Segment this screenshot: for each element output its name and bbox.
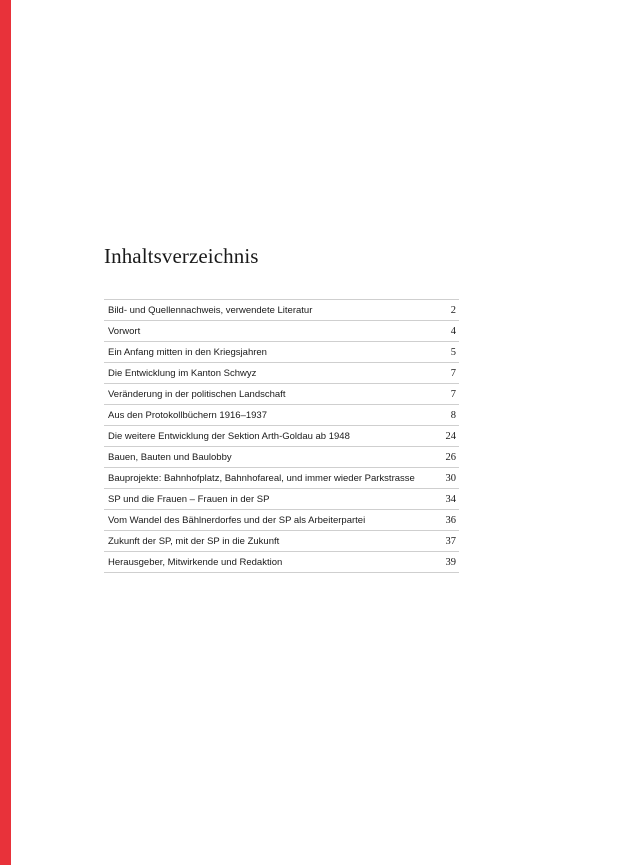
toc-entry-page: 2 [450, 304, 456, 316]
toc-entry [104, 300, 459, 321]
toc-entry [104, 510, 459, 531]
toc-entry-page: 24 [445, 430, 456, 442]
page-title: Inhaltsverzeichnis [104, 244, 259, 268]
toc-entry-title: Vom Wandel des Bählnerdorfes und der SP als Arbeiterpartei [108, 514, 366, 526]
toc-list [104, 299, 459, 573]
toc-entry-page: 30 [445, 472, 456, 484]
toc-entry-page: 8 [450, 409, 456, 421]
toc-entry-page: 26 [445, 451, 456, 463]
toc-entry [104, 447, 459, 468]
toc-entry-title: SP und die Frauen – Frauen in der SP [108, 493, 270, 505]
toc-entry [104, 531, 459, 552]
toc-entry-title: Die Entwicklung im Kanton Schwyz [108, 367, 257, 379]
accent-bar [0, 0, 11, 865]
toc-entry-page: 37 [445, 535, 456, 547]
toc-entry-page: 4 [450, 325, 456, 337]
toc-entry-title: Bild- und Quellennachweis, verwendete Literatur [108, 304, 313, 316]
toc-entry [104, 489, 459, 510]
toc-entry-title: Die weitere Entwicklung der Sektion Arth-Goldau ab 1948 [108, 430, 350, 442]
toc-entry-title: Bauprojekte: Bahnhofplatz, Bahnhofareal, und immer wieder Parkstrasse [108, 472, 415, 484]
toc-entry-title: Herausgeber, Mitwirkende und Redaktion [108, 556, 283, 568]
toc-entry [104, 468, 459, 489]
toc-entry-page: 7 [450, 367, 456, 379]
toc-entry-title: Aus den Protokollbüchern 1916–1937 [108, 409, 267, 421]
toc-entry [104, 552, 459, 573]
toc-entry [104, 363, 459, 384]
toc-entry [104, 405, 459, 426]
toc-entry [104, 384, 459, 405]
toc-entry-title: Vorwort [108, 325, 141, 337]
toc-entry [104, 321, 459, 342]
toc-entry-title: Zukunft der SP, mit der SP in die Zukunft [108, 535, 280, 547]
toc-entry-title: Bauen, Bauten und Baulobby [108, 451, 232, 463]
toc-entry [104, 342, 459, 363]
toc-entry-page: 36 [445, 514, 456, 526]
toc-entry-title: Veränderung in der politischen Landschaft [108, 388, 286, 400]
toc-entry-page: 7 [450, 388, 456, 400]
toc-entry-page: 39 [445, 556, 456, 568]
toc-entry [104, 426, 459, 447]
toc-entry-title: Ein Anfang mitten in den Kriegsjahren [108, 346, 267, 358]
toc-entry-page: 5 [450, 346, 456, 358]
toc-entry-page: 34 [445, 493, 456, 505]
